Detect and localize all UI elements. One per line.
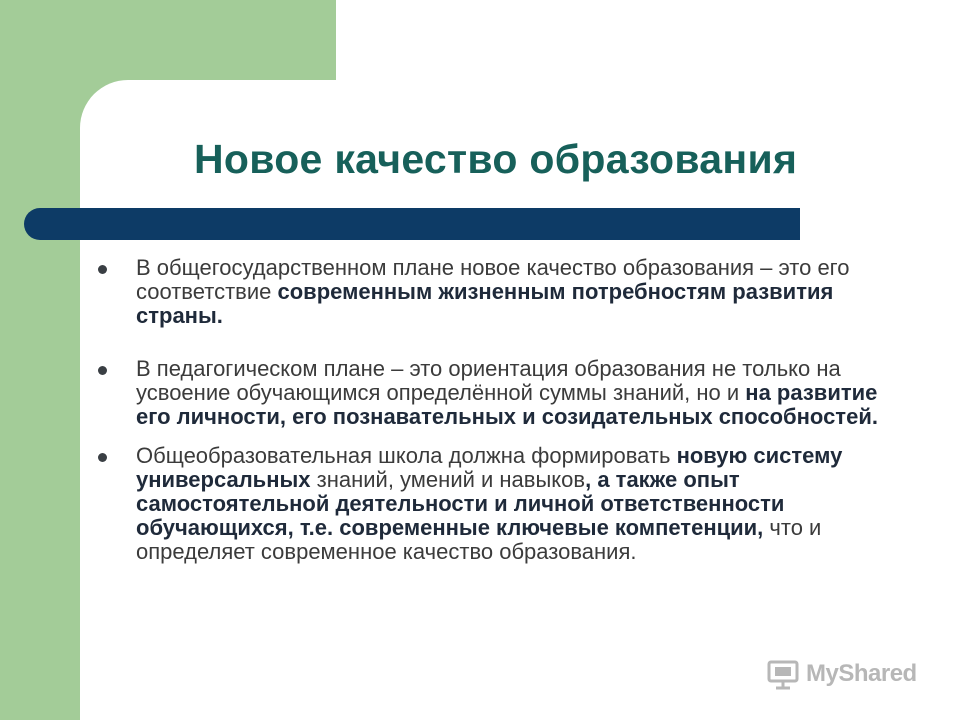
watermark-text: MyShared <box>806 660 917 687</box>
bullet-item <box>98 256 898 328</box>
bold-text-run: на развитие его личности, его познавательных и созидательных способностей. <box>136 380 878 429</box>
text-run: что и определяет современное качество образования. <box>136 515 822 564</box>
bullet-text <box>136 356 878 429</box>
bold-text-run: новую систему универсальных <box>136 443 843 492</box>
presentation-board-icon <box>766 657 800 691</box>
bullet-item <box>98 357 898 429</box>
bullet-dot-icon <box>98 265 107 274</box>
bullet-dot-icon <box>98 366 107 375</box>
bullet-item <box>98 444 898 564</box>
title-underline-bar <box>24 208 800 240</box>
text-run: Общеобразовательная школа должна формировать <box>136 443 677 468</box>
bold-text-run: современным жизненным потребностям развития страны. <box>136 279 834 328</box>
watermark <box>766 656 917 692</box>
text-run: В общегосударственном плане новое качество образования – это его соответствие <box>136 255 850 304</box>
bold-text-run: , а также опыт самостоятельной деятельности и личной ответственности обучающихся, т.е. современные ключевые компетенции, <box>136 467 785 540</box>
slide-title: Новое качество образования <box>194 136 798 182</box>
bullet-text <box>136 443 842 564</box>
bullet-text <box>136 255 849 328</box>
text-run: В педагогическом плане – это ориентация образования не только на усвоение обучающимся определённой суммы знаний, но и <box>136 356 841 405</box>
bullet-list <box>98 256 898 564</box>
bullet-dot-icon <box>98 453 107 462</box>
text-run: знаний, умений и навыков <box>310 467 586 492</box>
